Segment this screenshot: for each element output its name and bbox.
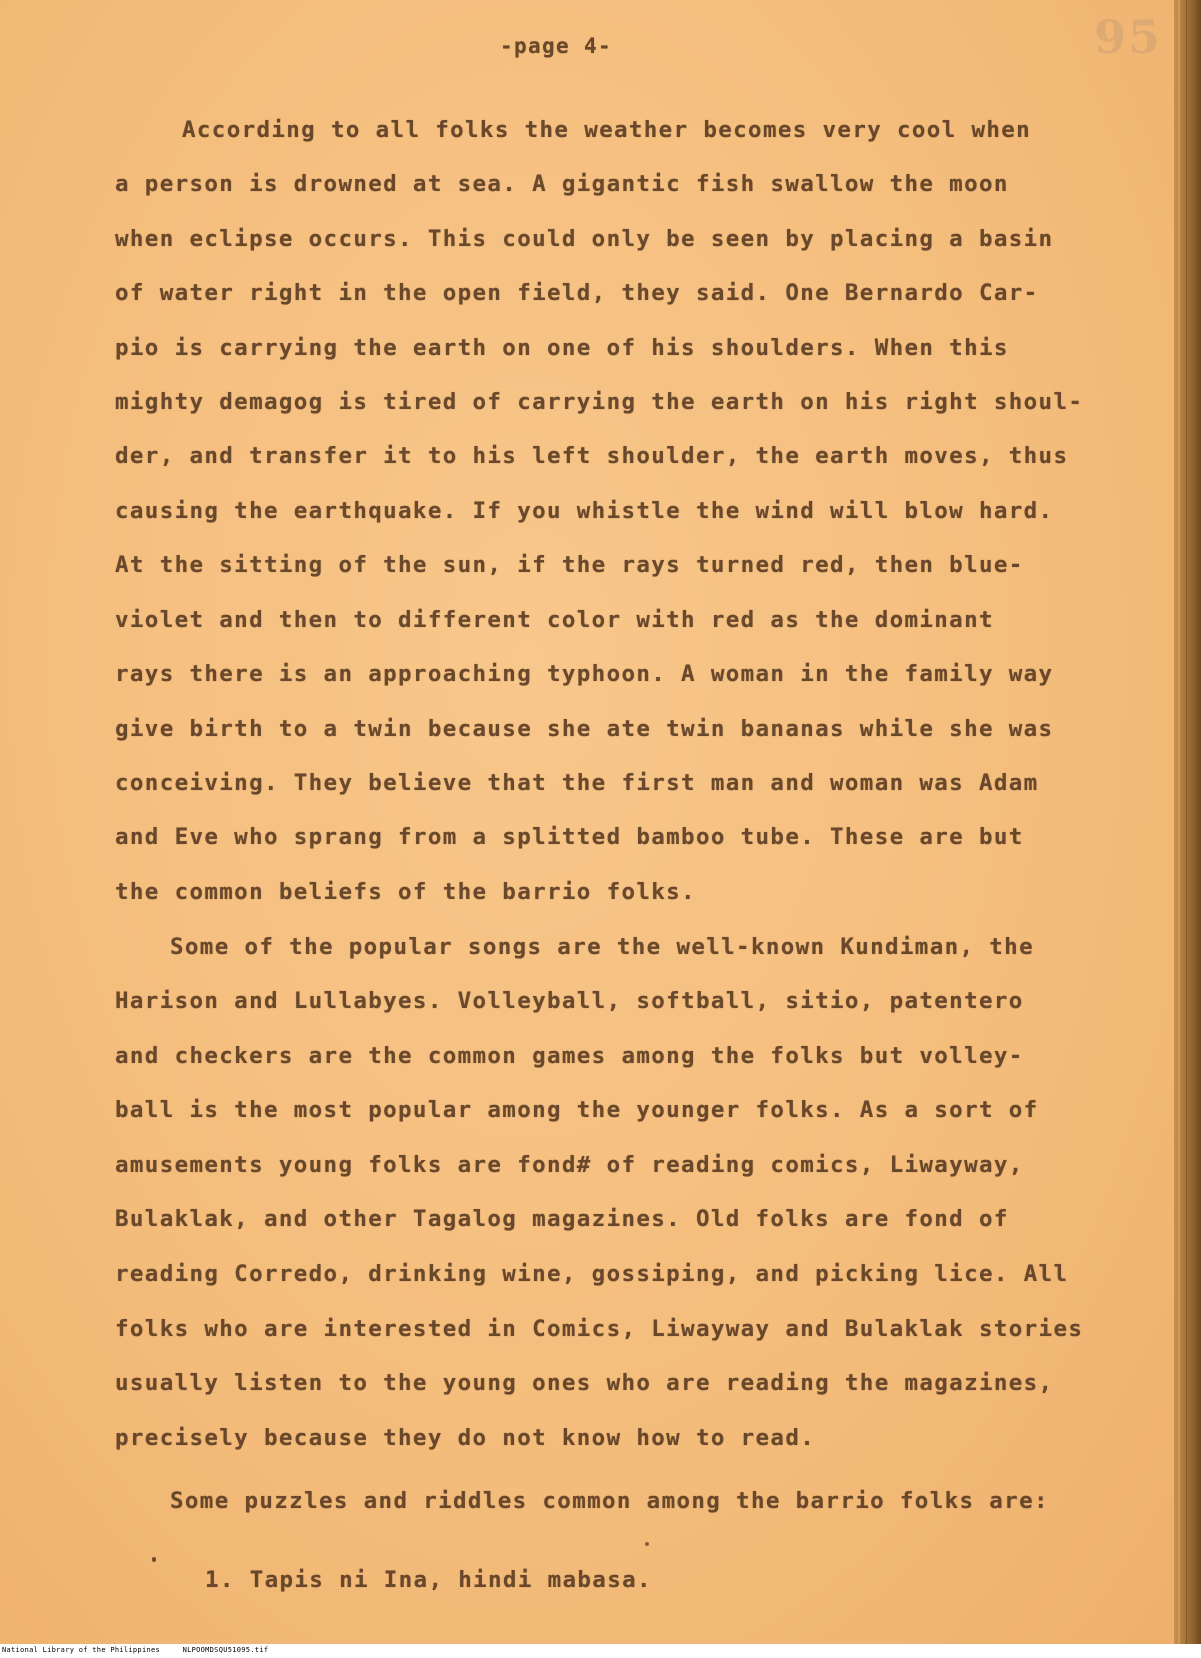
page-label: -page 4- <box>500 34 612 58</box>
text-line: Some puzzles and riddles common among the barrio folks are: <box>170 1488 1049 1514</box>
text-line: the common beliefs of the barrio folks. <box>115 879 696 905</box>
stamped-page-number: 95 <box>1094 10 1163 64</box>
text-line: Bulaklak, and other Tagalog magazines. Old folks are fond of <box>115 1206 1009 1232</box>
text-line: and checkers are the common games among the folks but volley- <box>115 1043 1024 1069</box>
text-line: reading Corredo, drinking wine, gossiping, and picking lice. All <box>115 1261 1069 1287</box>
text-line: amusements young folks are fond# of reading comics, Liwayway, <box>115 1152 1024 1178</box>
text-line: causing the earthquake. If you whistle the wind will blow hard. <box>115 498 1054 524</box>
binding-edge <box>1174 0 1201 1644</box>
text-line: 1. Tapis ni Ina, hindi mabasa. <box>205 1567 652 1593</box>
text-line: conceiving. They believe that the first man and woman was Adam <box>115 770 1039 796</box>
footer-caption: National Library of the Philippines NLPOOMDSQU51095.tif <box>2 1646 269 1654</box>
ink-speck <box>152 1557 156 1562</box>
text-line: folks who are interested in Comics, Liwayway and Bulaklak stories <box>115 1316 1084 1342</box>
text-line: According to all folks the weather becomes very cool when <box>182 117 1032 143</box>
text-line: Harison and Lullabyes. Volleyball, softball, sitio, patentero <box>115 988 1024 1014</box>
text-line: usually listen to the young ones who are reading the magazines, <box>115 1370 1054 1396</box>
text-line: violet and then to different color with red as the dominant <box>115 607 994 633</box>
text-line: pio is carrying the earth on one of his shoulders. When this <box>115 335 1009 361</box>
text-line: a person is drowned at sea. A gigantic fish swallow the moon <box>115 171 1009 197</box>
scan-footer <box>0 1646 1201 1658</box>
text-line: der, and transfer it to his left shoulder, the earth moves, thus <box>115 443 1069 469</box>
text-line: rays there is an approaching typhoon. A woman in the family way <box>115 661 1054 687</box>
text-line: mighty demagog is tired of carrying the earth on his right shoul- <box>115 389 1084 415</box>
text-line: and Eve who sprang from a splitted bamboo tube. These are but <box>115 824 1024 850</box>
text-line: ball is the most popular among the younger folks. As a sort of <box>115 1097 1039 1123</box>
text-line: give birth to a twin because she ate twin bananas while she was <box>115 716 1054 742</box>
text-line: of water right in the open field, they said. One Bernardo Car- <box>115 280 1039 306</box>
text-line: At the sitting of the sun, if the rays turned red, then blue- <box>115 552 1024 578</box>
ink-speck <box>645 1542 649 1546</box>
text-line: when eclipse occurs. This could only be seen by placing a basin <box>115 226 1054 252</box>
text-line: precisely because they do not know how to read. <box>115 1425 816 1451</box>
text-line: Some of the popular songs are the well-known Kundiman, the <box>170 934 1034 960</box>
